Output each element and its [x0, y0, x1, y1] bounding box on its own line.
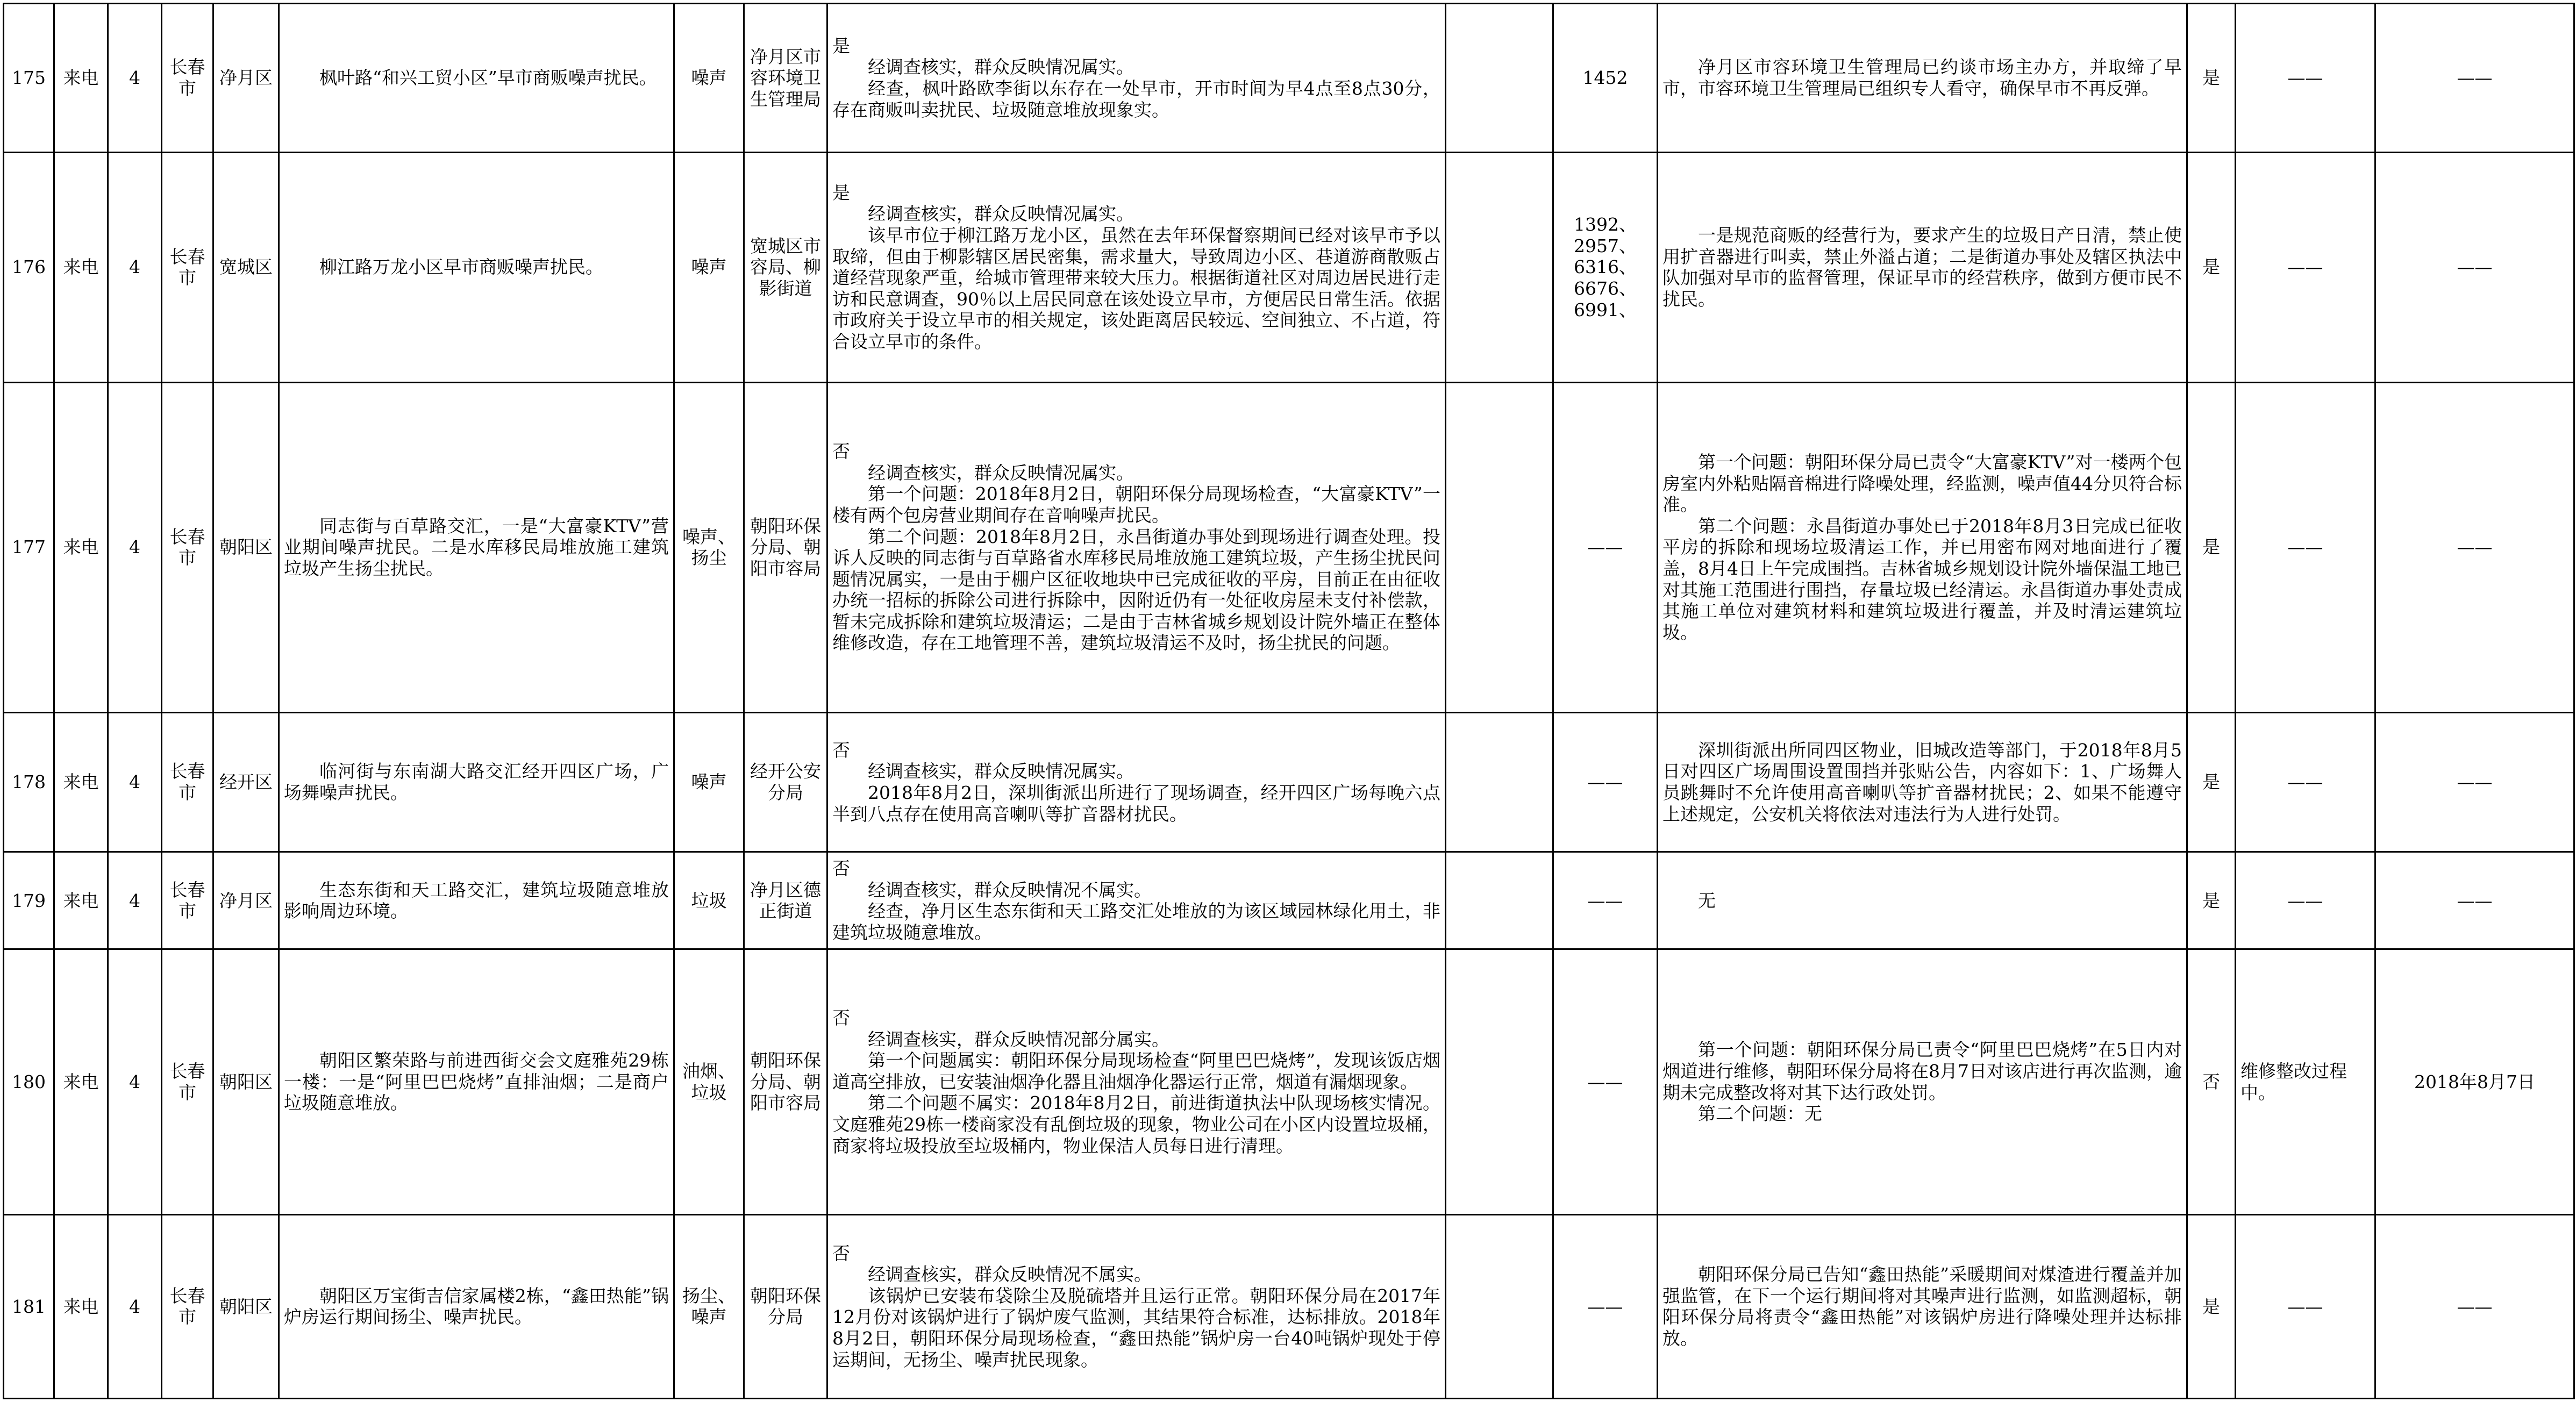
row-number: 178: [4, 712, 54, 852]
row-pollution-type: 垃圾: [674, 852, 744, 949]
row-plan: ——: [2236, 1214, 2375, 1398]
findings-paragraph: 经调查核实，群众反映情况不属实。: [868, 879, 1152, 900]
row-pollution-type: 噪声、扬尘: [674, 382, 744, 712]
row-deadline: ——: [2375, 1214, 2574, 1398]
measures-paragraph: 深圳街派出所同四区物业，旧城改造等部门，于2018年8月5日对四区广场周围设置围挡并张贴公告，内容如下：1、广场舞人员跳舞时不允许使用高音喇叭等扩音器材扰民；2、如果不能遵守上述规定，公安机关将依法对违法行为人进行处罚。: [1662, 739, 2182, 825]
row-batch: 4: [108, 1214, 162, 1398]
row-pollution-type: 噪声: [674, 152, 744, 382]
row-district: 宽城区: [213, 152, 279, 382]
case-code: ——: [1587, 537, 1623, 558]
row-codes: [1553, 4, 1658, 153]
row-source: 来电: [54, 152, 108, 382]
findings-paragraph: 2018年8月2日，深圳街派出所进行了现场调查，经开四区广场每晚六点半到八点存在使用高音喇叭等扩音器材扰民。: [832, 782, 1440, 825]
row-measures: [1658, 949, 2187, 1214]
row-batch: 4: [108, 852, 162, 949]
case-code: 6316、: [1574, 256, 1637, 278]
case-code: ——: [1587, 1071, 1623, 1092]
row-batch: 4: [108, 4, 162, 153]
row-penalty: [1446, 4, 1553, 153]
complaint-table: [3, 3, 2575, 1399]
row-department: 朝阳环保分局、朝阳市容局: [744, 382, 827, 712]
row-number: 180: [4, 949, 54, 1214]
row-city: 长春市: [162, 152, 213, 382]
row-codes: [1553, 852, 1658, 949]
row-source: 来电: [54, 852, 108, 949]
row-done: 否: [2187, 949, 2236, 1214]
row-penalty: [1446, 152, 1553, 382]
row-measures: [1658, 4, 2187, 153]
row-batch: 4: [108, 949, 162, 1214]
case-code: ——: [1587, 890, 1623, 911]
case-code: ——: [1587, 1296, 1623, 1317]
row-done: 是: [2187, 712, 2236, 852]
measures-paragraph: 朝阳环保分局已告知“鑫田热能”采暖期间对煤渣进行覆盖并加强监管，在下一个运行期间将对其噪声进行监测，如监测超标，朝阳环保分局将责令“鑫田热能”对该锅炉房进行降噪处理并达标排放。: [1662, 1264, 2182, 1349]
table-row: [4, 852, 2574, 949]
case-code: 6991、: [1574, 299, 1637, 320]
findings-paragraph: 经调查核实，群众反映情况部分属实。: [868, 1028, 1169, 1050]
row-pollution-type: 油烟、垃圾: [674, 949, 744, 1214]
case-code: 1452: [1582, 67, 1628, 89]
findings-paragraph: 经查，净月区生态东街和天工路交汇处堆放的为该区域园林绿化用土，非建筑垃圾随意堆放。: [832, 900, 1440, 943]
complaint-text: 枫叶路“和兴工贸小区”早市商贩噪声扰民。: [319, 67, 657, 89]
row-deadline: ——: [2375, 152, 2574, 382]
measures-paragraph: 净月区市容环境卫生管理局已约谈市场主办方，并取缔了早市，市容环境卫生管理局已组织专人看守，确保早市不再反弹。: [1662, 56, 2182, 99]
row-plan: ——: [2236, 4, 2375, 153]
findings-paragraph: 第一个问题：2018年8月2日，朝阳环保分局现场检查，“大富豪KTV”一楼有两个包房营业期间存在音响噪声扰民。: [832, 483, 1440, 526]
findings-paragraph: 第二个问题不属实：2018年8月2日，前进街道执法中队现场核实情况。文庭雅苑29栋一楼商家没有乱倒垃圾的现象，物业公司在小区内设置垃圾桶，商家将垃圾投放至垃圾桶内，物业保洁人员每日进行清理。: [832, 1092, 1440, 1156]
row-district: 净月区: [213, 852, 279, 949]
measures-paragraph: 第一个问题：朝阳环保分局已责令“阿里巴巴烧烤”在5日内对烟道进行维修，朝阳环保分局将在8月7日对该店进行再次监测，逾期未完成整改将对其下达行政处罚。: [1662, 1039, 2182, 1103]
measures-paragraph: 第二个问题：无: [1698, 1103, 1822, 1125]
table-row: [4, 382, 2574, 712]
row-measures: [1658, 852, 2187, 949]
findings-paragraph: 经调查核实，群众反映情况属实。: [868, 462, 1134, 483]
case-code: 1392、: [1574, 214, 1637, 235]
row-deadline: ——: [2375, 382, 2574, 712]
row-penalty: [1446, 382, 1553, 712]
row-deadline: 2018年8月7日: [2375, 949, 2574, 1214]
row-number: 176: [4, 152, 54, 382]
row-district: 朝阳区: [213, 1214, 279, 1398]
row-pollution-type: 噪声: [674, 4, 744, 153]
row-codes: [1553, 1214, 1658, 1398]
row-done: 是: [2187, 1214, 2236, 1398]
row-number: 179: [4, 852, 54, 949]
case-code: ——: [1587, 771, 1623, 793]
row-batch: 4: [108, 382, 162, 712]
row-deadline: ——: [2375, 852, 2574, 949]
row-penalty: [1446, 1214, 1553, 1398]
row-done: 是: [2187, 852, 2236, 949]
row-complaint: [279, 4, 674, 153]
row-district: 朝阳区: [213, 949, 279, 1214]
row-department: 净月区德正街道: [744, 852, 827, 949]
row-penalty: [1446, 712, 1553, 852]
row-department: 朝阳环保分局: [744, 1214, 827, 1398]
row-plan: ——: [2236, 152, 2375, 382]
row-measures: [1658, 152, 2187, 382]
row-batch: 4: [108, 152, 162, 382]
row-measures: [1658, 712, 2187, 852]
findings-paragraph: 经调查核实，群众反映情况属实。: [868, 56, 1134, 78]
row-city: 长春市: [162, 852, 213, 949]
findings-paragraph: 第二个问题：2018年8月2日，永昌街道办事处到现场进行调查处理。投诉人反映的同志街与百草路省水库移民局堆放施工建筑垃圾，产生扬尘扰民问题情况属实，一是由于棚户区征收地块中已完成征收的平房，目前正在由征收办统一招标的拆除公司进行拆除中，因附近仍有一处征收房屋未支付补偿款，暂未完成拆除和建筑垃圾清运；二是由于吉林省城乡规划设计院外墙正在整体维修改造，存在工地管理不善，建筑垃圾清运不及时，扬尘扰民的问题。: [832, 526, 1440, 654]
row-findings: 否 经调查核实，群众反映情况不属实。 经查，净月区生态东街和天工路交汇处堆放的为该区域园林绿化用土，非建筑垃圾随意堆放。: [827, 852, 1446, 949]
measures-paragraph: 第二个问题：永昌街道办事处已于2018年8月3日完成已征收平房的拆除和现场垃圾清运工作，并已用密布网对地面进行了覆盖，8月4日上午完成围挡。吉林省城乡规划设计院外墙保温工地已对其施工范围进行围挡，存量垃圾已经清运。永昌街道办事处责成其施工单位对建筑材料和建筑垃圾进行覆盖，并及时清运建筑垃圾。: [1662, 515, 2182, 643]
row-pollution-type: 噪声: [674, 712, 744, 852]
findings-paragraph: 经调查核实，群众反映情况属实。: [868, 203, 1134, 225]
row-done: 是: [2187, 4, 2236, 153]
row-complaint: [279, 152, 674, 382]
row-plan: ——: [2236, 852, 2375, 949]
row-plan: ——: [2236, 712, 2375, 852]
row-findings: 否 经调查核实，群众反映情况属实。 2018年8月2日，深圳街派出所进行了现场调查，经开四区广场每晚六点半到八点存在使用高音喇叭等扩音器材扰民。: [827, 712, 1446, 852]
row-codes: [1553, 949, 1658, 1214]
row-complaint: [279, 382, 674, 712]
row-district: 经开区: [213, 712, 279, 852]
table-row: [4, 152, 2574, 382]
row-source: 来电: [54, 712, 108, 852]
row-city: 长春市: [162, 4, 213, 153]
row-city: 长春市: [162, 949, 213, 1214]
row-complaint: [279, 1214, 674, 1398]
case-code: 2957、: [1574, 235, 1637, 256]
row-source: 来电: [54, 1214, 108, 1398]
row-source: 来电: [54, 382, 108, 712]
row-plan: ——: [2236, 382, 2375, 712]
row-number: 177: [4, 382, 54, 712]
findings-paragraph: 经查，枫叶路欧李街以东存在一处早市，开市时间为早4点至8点30分，存在商贩叫卖扰民、垃圾随意堆放现象实。: [832, 77, 1440, 120]
row-district: 朝阳区: [213, 382, 279, 712]
row-findings: 是 经调查核实，群众反映情况属实。 经查，枫叶路欧李街以东存在一处早市，开市时间为早4点至8点30分，存在商贩叫卖扰民、垃圾随意堆放现象实。: [827, 4, 1446, 153]
row-source: 来电: [54, 949, 108, 1214]
row-department: 净月区市容环境卫生管理局: [744, 4, 827, 153]
measures-paragraph: 第一个问题：朝阳环保分局已责令“大富豪KTV”对一楼两个包房室内外粘贴隔音棉进行降噪处理，经监测，噪声值44分贝符合标准。: [1662, 451, 2182, 516]
row-city: 长春市: [162, 712, 213, 852]
row-findings: 否 经调查核实，群众反映情况属实。 第一个问题：2018年8月2日，朝阳环保分局现场检查，“大富豪KTV”一楼有两个包房营业期间存在音响噪声扰民。 第二个问题：2018年8月2日，永昌街道办事处到现场进行调查处理。投诉人反映的同志街与百草路省水库移民局堆放施工建筑垃圾，产生扬尘扰民问题情况属实，一是由于棚户区征收地块中已完成征收的平房，目前正在由征收办统一招标的拆除公司进行拆除中，因附近仍有一处征收房屋未支付补偿款，暂未完成拆除和建筑垃圾清运；二是由于吉林省城乡规划设计院外墙正在整体维修改造，存在工地管理不善，建筑垃圾清运不及时，扬尘扰民的问题。: [827, 382, 1446, 712]
table-row: [4, 4, 2574, 153]
complaint-text: 柳江路万龙小区早市商贩噪声扰民。: [319, 256, 603, 278]
row-findings: 否 经调查核实，群众反映情况不属实。 该锅炉已安装布袋除尘及脱硫塔并且运行正常。朝阳环保分局在2017年12月份对该锅炉进行了锅炉废气监测，其结果符合标准，达标排放。2018年8月2日，朝阳环保分局现场检查，“鑫田热能”锅炉房一台40吨锅炉现处于停运期间，无扬尘、噪声扰民现象。: [827, 1214, 1446, 1398]
row-codes: [1553, 382, 1658, 712]
row-done: 是: [2187, 382, 2236, 712]
row-complaint: [279, 852, 674, 949]
row-number: 181: [4, 1214, 54, 1398]
table-row: [4, 1214, 2574, 1398]
row-city: 长春市: [162, 1214, 213, 1398]
row-plan: 维修整改过程中。: [2236, 949, 2375, 1214]
row-findings: 是 经调查核实，群众反映情况属实。 该早市位于柳江路万龙小区，虽然在去年环保督察期间已经对该早市予以取缔，但由于柳影辖区居民密集，需求量大，导致周边小区、巷道游商散贩占道经营现象严重，给城市管理带来较大压力。根据街道社区对周边居民进行走访和民意调查，90％以上居民同意在该处设立早市，方便居民日常生活。依据市政府关于设立早市的相关规定，该处距离居民较远、空间独立、不占道，符合设立早市的条件。: [827, 152, 1446, 382]
findings-paragraph: 该早市位于柳江路万龙小区，虽然在去年环保督察期间已经对该早市予以取缔，但由于柳影辖区居民密集，需求量大，导致周边小区、巷道游商散贩占道经营现象严重，给城市管理带来较大压力。根据街道社区对周边居民进行走访和民意调查，90％以上居民同意在该处设立早市，方便居民日常生活。依据市政府关于设立早市的相关规定，该处距离居民较远、空间独立、不占道，符合设立早市的条件。: [832, 225, 1440, 352]
row-codes: [1553, 152, 1658, 382]
complaint-text: 朝阳区繁荣路与前进西街交会文庭雅苑29栋一楼：一是“阿里巴巴烧烤”直排油烟；二是商户垃圾随意堆放。: [284, 1050, 669, 1114]
complaint-text: 朝阳区万宝街吉信家属楼2栋，“鑫田热能”锅炉房运行期间扬尘、噪声扰民。: [284, 1285, 669, 1328]
table-row: [4, 949, 2574, 1214]
row-department: 宽城区市容局、柳影街道: [744, 152, 827, 382]
row-batch: 4: [108, 712, 162, 852]
complaint-text: 生态东街和天工路交汇，建筑垃圾随意堆放影响周边环境。: [284, 879, 669, 922]
case-code: 6676、: [1574, 278, 1637, 299]
table-row: [4, 712, 2574, 852]
measures-paragraph: 一是规范商贩的经营行为，要求产生的垃圾日产日清，禁止使用扩音器进行叫卖，禁止外溢占道；二是街道办事处及辖区执法中队加强对早市的监督管理，保证早市的经营秩序，做到方便市民不扰民。: [1662, 225, 2182, 310]
row-pollution-type: 扬尘、噪声: [674, 1214, 744, 1398]
measures-paragraph: 无: [1698, 890, 1716, 911]
row-findings: 否 经调查核实，群众反映情况部分属实。 第一个问题属实：朝阳环保分局现场检查“阿里巴巴烧烤”，发现该饭店烟道高空排放，已安装油烟净化器且油烟净化器运行正常，烟道有漏烟现象。 第二个问题不属实：2018年8月2日，前进街道执法中队现场核实情况。文庭雅苑29栋一楼商家没有乱倒垃圾的现象，物业公司在小区内设置垃圾桶，商家将垃圾投放至垃圾桶内，物业保洁人员每日进行清理。: [827, 949, 1446, 1214]
row-complaint: [279, 949, 674, 1214]
row-city: 长春市: [162, 382, 213, 712]
row-measures: [1658, 382, 2187, 712]
findings-paragraph: 该锅炉已安装布袋除尘及脱硫塔并且运行正常。朝阳环保分局在2017年12月份对该锅炉进行了锅炉废气监测，其结果符合标准，达标排放。2018年8月2日，朝阳环保分局现场检查，“鑫田热能”锅炉房一台40吨锅炉现处于停运期间，无扬尘、噪声扰民现象。: [832, 1285, 1440, 1370]
row-district: 净月区: [213, 4, 279, 153]
row-penalty: [1446, 949, 1553, 1214]
complaint-text: 同志街与百草路交汇，一是“大富豪KTV”营业期间噪声扰民。二是水库移民局堆放施工建筑垃圾产生扬尘扰民。: [284, 515, 669, 579]
row-deadline: ——: [2375, 4, 2574, 153]
row-measures: [1658, 1214, 2187, 1398]
complaint-text: 临河街与东南湖大路交汇经开四区广场，广场舞噪声扰民。: [284, 761, 669, 803]
row-codes: [1553, 712, 1658, 852]
findings-paragraph: 经调查核实，群众反映情况不属实。: [868, 1264, 1152, 1285]
row-penalty: [1446, 852, 1553, 949]
row-number: 175: [4, 4, 54, 153]
findings-paragraph: 第一个问题属实：朝阳环保分局现场检查“阿里巴巴烧烤”，发现该饭店烟道高空排放，已安装油烟净化器且油烟净化器运行正常，烟道有漏烟现象。: [832, 1050, 1440, 1092]
row-source: 来电: [54, 4, 108, 153]
row-department: 经开公安分局: [744, 712, 827, 852]
row-deadline: ——: [2375, 712, 2574, 852]
findings-paragraph: 经调查核实，群众反映情况属实。: [868, 761, 1134, 782]
row-complaint: [279, 712, 674, 852]
row-department: 朝阳环保分局、朝阳市容局: [744, 949, 827, 1214]
row-done: 是: [2187, 152, 2236, 382]
